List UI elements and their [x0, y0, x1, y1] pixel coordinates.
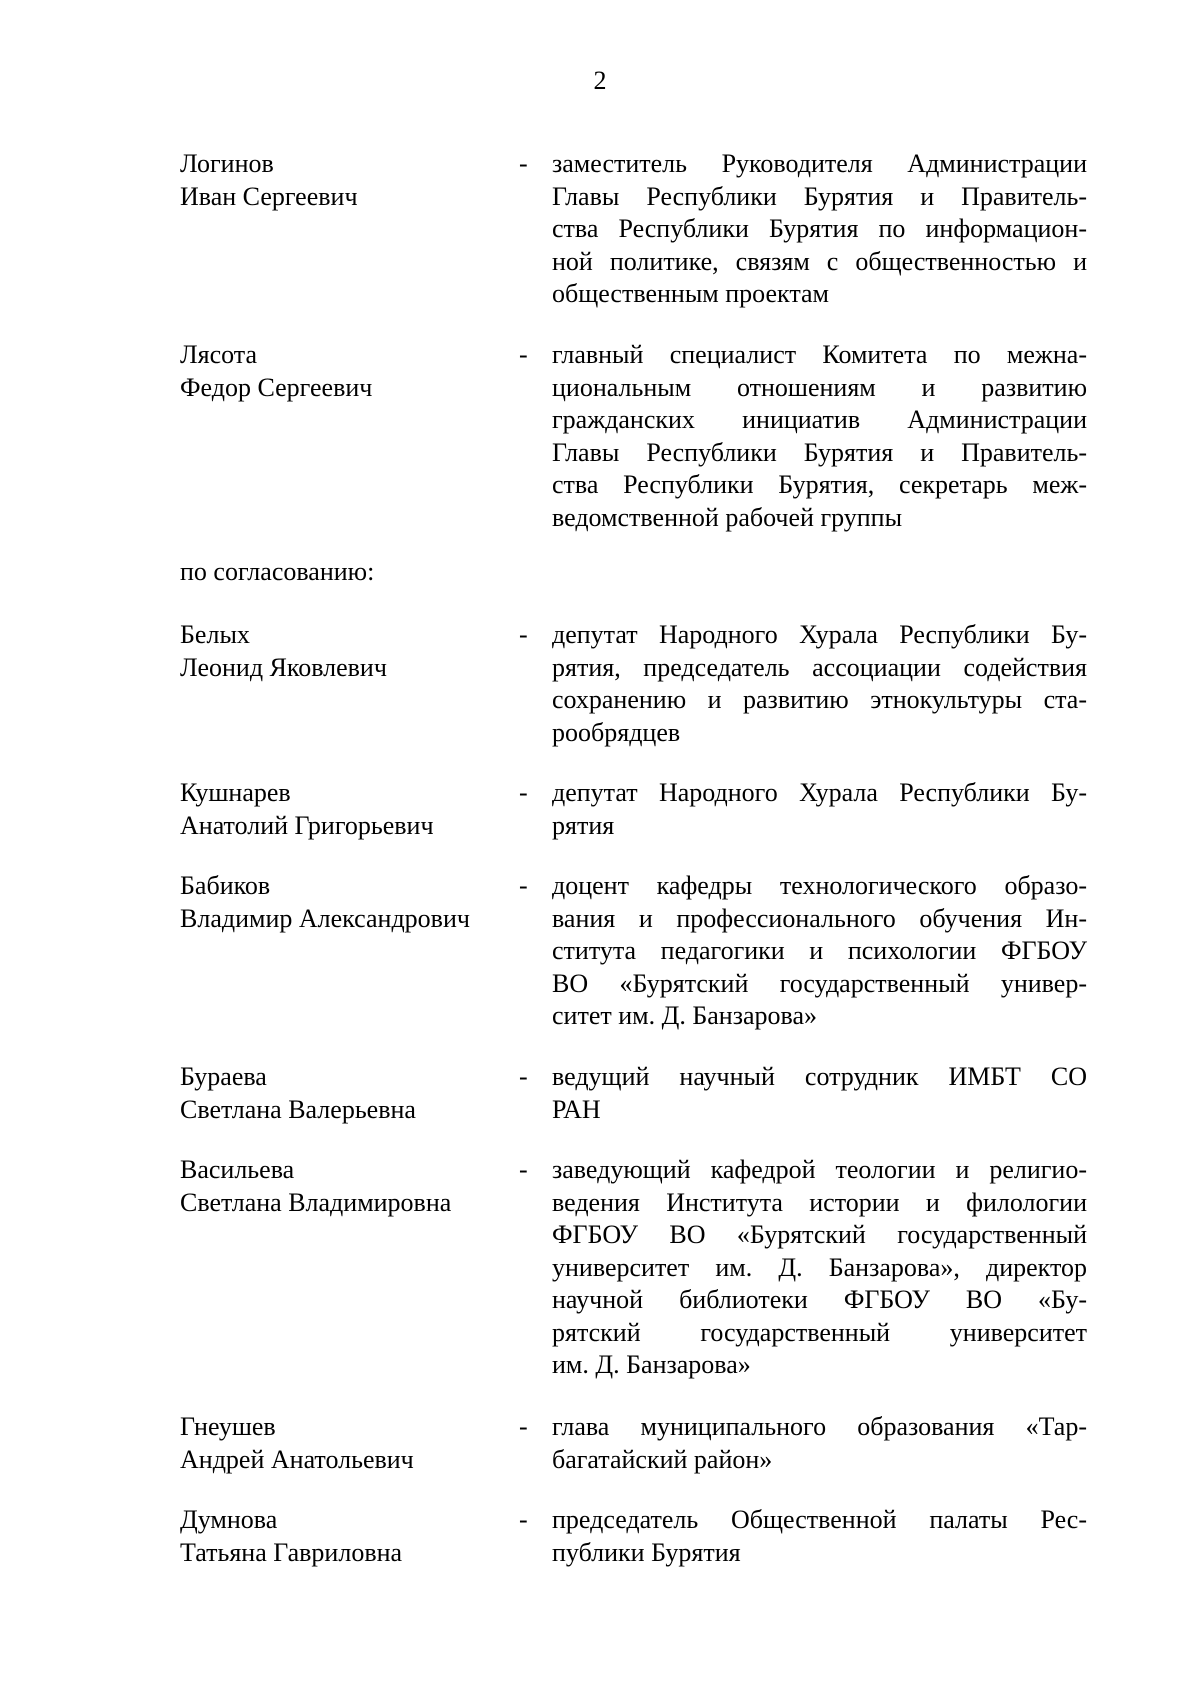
entry-dash: -	[519, 1062, 528, 1091]
entry-dash: -	[519, 1412, 528, 1441]
entry-dash: -	[519, 149, 528, 178]
member-name	[180, 1411, 510, 1476]
member-surname: Бураева	[180, 1062, 267, 1091]
member-given-names: Светлана Валерьевна	[180, 1094, 416, 1124]
position-line: публики Бурятия	[552, 1537, 741, 1567]
member-surname: Бабиков	[180, 871, 271, 900]
entry-dash: -	[519, 778, 528, 807]
position-line: багатайский район»	[552, 1444, 773, 1474]
position-line: заведующий кафедрой теологии и религио-	[552, 1155, 1087, 1184]
member-surname: Логинов	[180, 149, 274, 178]
member-name	[180, 777, 510, 842]
position-line: РАН	[552, 1094, 601, 1124]
member-name	[180, 870, 510, 935]
member-name	[180, 339, 510, 404]
position-line: ства Республики Бурятия, секретарь меж-	[552, 470, 1087, 499]
member-surname: Думнова	[180, 1505, 278, 1534]
position-line: ститута педагогики и психологии ФГБОУ	[552, 936, 1087, 965]
position-line: глава муниципального образования «Тар-	[552, 1412, 1087, 1441]
member-surname: Васильева	[180, 1155, 295, 1184]
entry-dash: -	[519, 620, 528, 649]
member-name	[180, 1504, 510, 1569]
entry-dash: -	[519, 1155, 528, 1184]
position-line: университет им. Д. Банзарова», директор	[552, 1252, 1087, 1282]
member-name	[180, 148, 510, 213]
position-line: рятский государственный университет	[552, 1317, 1087, 1347]
position-line: главный специалист Комитета по межна-	[552, 340, 1087, 369]
position-line: депутат Народного Хурала Республики Бу-	[552, 778, 1087, 807]
position-line: ведущий научный сотрудник ИМБТ СО	[552, 1062, 1087, 1091]
member-position	[552, 777, 1087, 842]
member-name	[180, 619, 510, 684]
member-position	[552, 1061, 1087, 1126]
position-line: общественным проектам	[552, 279, 829, 308]
position-line: доцент кафедры технологического образо-	[552, 871, 1087, 900]
entry-dash: -	[519, 871, 528, 900]
member-position	[552, 619, 1087, 749]
entry-dash: -	[519, 1505, 528, 1534]
member-given-names: Анатолий Григорьевич	[180, 810, 434, 840]
position-line: Главы Республики Бурятия и Правитель-	[552, 437, 1087, 467]
member-position	[552, 148, 1087, 311]
position-line: гражданских инициатив Администрации	[552, 405, 1087, 434]
page-number: 2	[593, 66, 607, 95]
member-position	[552, 1154, 1087, 1382]
position-line: рятия, председатель ассоциации содействия	[552, 652, 1087, 682]
position-line: вания и профессионального обучения Ин-	[552, 903, 1087, 933]
position-line: ства Республики Бурятия по информацион-	[552, 214, 1087, 243]
member-given-names: Леонид Яковлевич	[180, 652, 387, 682]
section-label: по согласованию:	[180, 557, 375, 586]
member-position	[552, 1411, 1087, 1476]
position-line: ВО «Бурятский государственный универ-	[552, 968, 1087, 998]
position-line: ведения Института истории и филологии	[552, 1187, 1087, 1217]
member-given-names: Светлана Владимировна	[180, 1187, 452, 1217]
member-position	[552, 870, 1087, 1033]
member-given-names: Иван Сергеевич	[180, 181, 358, 211]
position-line: рообрядцев	[552, 717, 681, 747]
position-line: ФГБОУ ВО «Бурятский государственный	[552, 1220, 1087, 1249]
member-surname: Белых	[180, 620, 250, 649]
position-line: заместитель Руководителя Администрации	[552, 149, 1087, 178]
position-line: депутат Народного Хурала Республики Бу-	[552, 620, 1087, 649]
member-position	[552, 1504, 1087, 1569]
position-line: им. Д. Банзарова»	[552, 1350, 751, 1379]
member-surname: Кушнарев	[180, 778, 291, 807]
position-line: Главы Республики Бурятия и Правитель-	[552, 181, 1087, 211]
position-line: рятия	[552, 810, 615, 840]
member-surname: Лясота	[180, 340, 258, 369]
member-given-names: Федор Сергеевич	[180, 372, 373, 402]
member-surname: Гнеушев	[180, 1412, 276, 1441]
member-name	[180, 1154, 510, 1219]
entry-dash: -	[519, 340, 528, 369]
position-line: ной политике, связям с общественностью и	[552, 246, 1087, 276]
member-given-names: Владимир Александрович	[180, 903, 470, 933]
position-line: ситет им. Д. Банзарова»	[552, 1001, 817, 1030]
position-line: сохранению и развитию этнокультуры ста-	[552, 685, 1087, 714]
member-name	[180, 1061, 510, 1126]
member-position	[552, 339, 1087, 534]
position-line: циональным отношениям и развитию	[552, 372, 1087, 402]
member-given-names: Андрей Анатольевич	[180, 1444, 414, 1474]
position-line: председатель Общественной палаты Рес-	[552, 1505, 1087, 1534]
position-line: ведомственной рабочей группы	[552, 502, 903, 532]
member-given-names: Татьяна Гавриловна	[180, 1537, 403, 1567]
position-line: научной библиотеки ФГБОУ ВО «Бу-	[552, 1285, 1087, 1314]
